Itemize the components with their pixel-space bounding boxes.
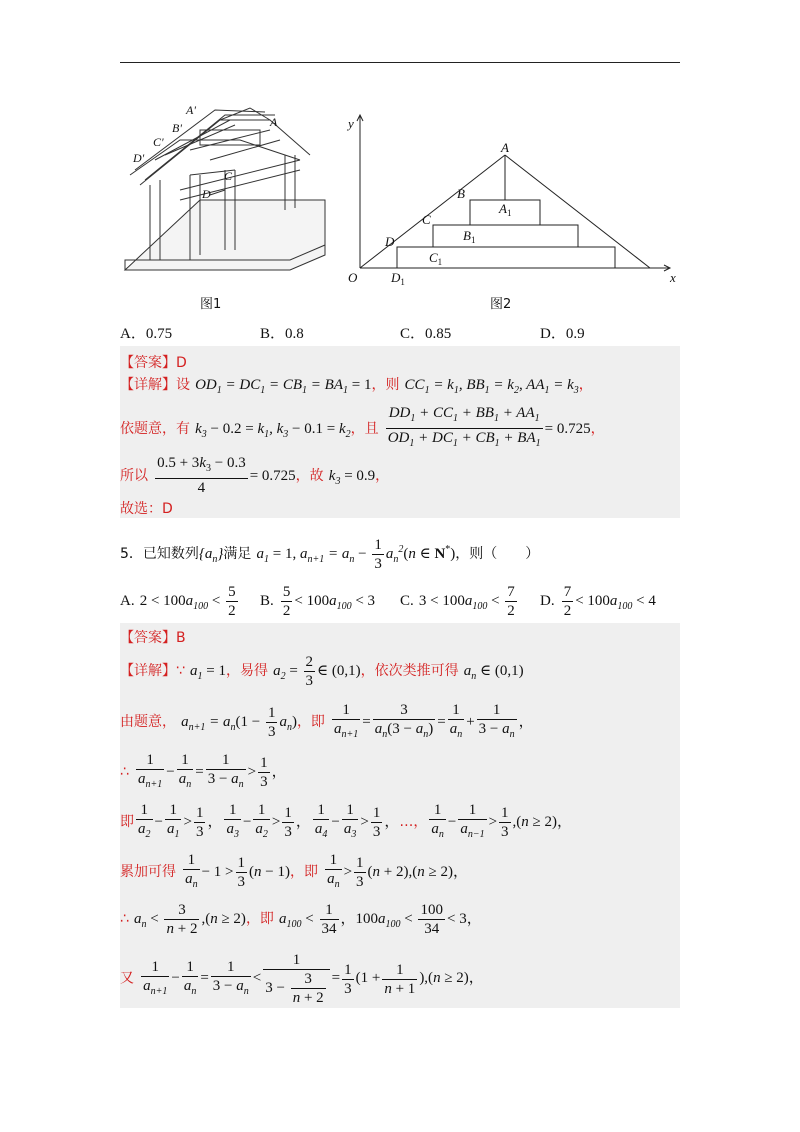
q5-option-d-letter: D. [540, 592, 555, 609]
q4-word-ze: ，则 [371, 377, 400, 393]
q5-word-ji2: 即 [120, 813, 134, 830]
fig2-label-o: O [348, 270, 358, 285]
q5-answer-panel [120, 623, 680, 1008]
figure1-caption: 图1 [200, 297, 222, 312]
q4-option-c[interactable]: C．0.85 [400, 326, 452, 342]
q4-comma-2: ， [590, 421, 605, 437]
q5-option-c[interactable]: C. $3 < 100a_{100}$ < $\frac{7}{2}$ [400, 584, 515, 619]
fig1-label-b-prime: B' [172, 121, 182, 135]
q4-word-suoyi: 所以 [120, 468, 148, 484]
q4-word-yitiyi: 依题意，有 [120, 421, 190, 437]
fig1-label-d: D [202, 187, 211, 201]
q4-word-gu: ，故 [295, 468, 324, 484]
q5-stem-post: ，则（ ） [455, 545, 540, 562]
q5-because-symbol: ∵ [176, 662, 185, 679]
q5-option-c-letter: C. [400, 592, 414, 609]
q5-option-b-letter: B. [260, 592, 274, 609]
figure2-coordinate-diagram [345, 110, 685, 290]
q4-k-symbol: k [328, 468, 336, 484]
q5-detail-line5: 累加可得 $\frac{1}{a_n}$ − 1 > $\frac{1}{3}$ (n − 1)，即 $\frac{1}{a_n}$ > $\frac{1}{3}$ (n + 2),(n ≥ 2)， [120, 852, 468, 890]
fig2-label-b1: $B_1$ [463, 228, 476, 245]
q5-stem-pre: 5．已知数列 [120, 545, 199, 562]
fig2-label-d: D [385, 234, 395, 249]
q5-therefore-symbol-2: ∴ [120, 910, 129, 927]
q4-result: 故选：D [120, 501, 173, 517]
q4-condition-line: 依题意，有 $k_3 - 0.2 = k_1$, $k_3 - 0.1 = k_2$，且 $\frac{DD_1 + CC_1 + BB_1 + AA_1}{OD_1 + DC_1 + CB_1 + BA_1}$ = 0.725， [120, 405, 605, 449]
fig1-label-c-prime: C' [153, 135, 164, 149]
fig2-label-c1: $C_1$ [429, 250, 443, 267]
figure2-caption: 图2 [490, 297, 512, 312]
q4-word-she: 设 [176, 377, 190, 393]
q5-word-ji3: ，即 [289, 863, 318, 880]
fig1-label-d-prime: D' [133, 151, 145, 165]
q5-word-ji: ，即 [296, 713, 325, 730]
q5-word-yide: ，易得 [225, 662, 268, 679]
q5-detail-line1: 【详解】∵ $a_1 = 1$，易得 $a_2$ = $\frac{2}{3}$ ∈ (0,1)，依次类推可得 $a_n$ ∈ (0,1) [120, 654, 524, 689]
q5-option-a-letter: A. [120, 592, 135, 609]
q5-stem-mid: 满足 [223, 545, 252, 562]
q5-word-yici: ，依次类推可得 [360, 662, 459, 679]
q5-detail-line6: ∴ $a_n$ < $\frac{3}{n + 2}$ ,(n ≥ 2)，即 $a_{100}$ < $\frac{1}{34}$ ，$100a_{100}$ < $\frac{100}{34}$ < 3， [120, 902, 482, 937]
q5-detail-line3: ∴ $\frac{1}{a_{n+1}}$ − $\frac{1}{a_n}$ = $\frac{1}{3 - a_n}$ > $\frac{1}{3}$ ， [120, 752, 287, 790]
fig2-label-c: C [422, 212, 431, 227]
fig2-label-y: y [348, 116, 354, 131]
q5-option-b[interactable]: B. $\frac{5}{2}$ < $100a_{100} < 3$ [260, 584, 376, 619]
fig2-label-x: x [670, 270, 676, 285]
q4-answer-panel [120, 346, 680, 518]
q5-word-ji4: ，即 [245, 910, 274, 927]
q5-word-leijia: 累加可得 [120, 863, 176, 880]
q4-eq-value: = 0.725 [249, 468, 296, 484]
q5-dots: …， [399, 813, 428, 830]
q4-detail-tag: 【详解】 [120, 377, 176, 393]
q5-detail-line2: 由题意， $a_{n+1} = a_n(1$ − $\frac{1}{3}$ $a_n$)，即 $\frac{1}{a_{n+1}}$ = $\frac{3}{a_n(3 - a_n)}$ = $\frac{1}{a_n}$ + $\frac{1}{3 - a_n}$ ， [120, 702, 534, 740]
fig1-label-a-prime: A' [186, 103, 196, 117]
q5-therefore-symbol: ∴ [120, 763, 129, 780]
q5-word-youtiyi: 由题意， [120, 713, 176, 730]
q4-answer-tag: 【答案】D [120, 355, 187, 371]
q4-option-b[interactable]: B．0.8 [260, 326, 304, 342]
q4-comma-3: ， [375, 468, 390, 484]
q4-detail-line: 【详解】设 $OD_1 = DC_1 = CB_1 = BA_1 = 1$，则 $CC_1 = k_1$, $BB_1 = k_2$, $AA_1 = k_3$， [120, 377, 593, 396]
q5-option-d[interactable]: D. $\frac{7}{2}$ < $100a_{100} < 4$ [540, 584, 656, 619]
q4-ratio-value: = 0.725 [544, 421, 591, 437]
q4-word-qie: ，且 [350, 421, 379, 437]
q5-stem: 5．已知数列$\{a_n\}$满足 $a_1 = 1$, $a_{n+1} = a_n$ − $\frac{1}{3}$ $a_n^2(n$ ∈ N*)，则（ ） [120, 537, 540, 572]
header-rule [120, 62, 680, 63]
q4-option-a[interactable]: A．0.75 [120, 326, 173, 342]
figure1-building-sketch [120, 100, 330, 280]
q5-detail-line4: 即 $\frac{1}{a_2}$ − $\frac{1}{a_1}$ > $\frac{1}{3}$ ， $\frac{1}{a_3}$ − $\frac{1}{a_2}$ > $\frac{1}{3}$ ， $\frac{1}{a_4}$ − $\frac{1}{a_3}$ > $\frac{1}{3}$ ，…， $\frac{1}{a_n}$ − $\frac{1}{a_{n-1}}$ > $\frac{1}{3}$ ,(n ≥ 2)， [120, 802, 573, 840]
fig2-label-a1: $A_1$ [499, 201, 512, 218]
fig1-label-c: C [224, 169, 233, 183]
q5-detail-line7: 又 $\frac{1}{a_{n+1}}$ − $\frac{1}{a_n}$ = $\frac{1}{3 - a_n}$ < 1 3 − $\frac{3}{n + 2}$ = $\frac{1}{3}$ (1 + $\frac{1}{n + 1}$ ),(n ≥ 2)， [120, 952, 484, 1006]
q4-comma: ， [578, 377, 593, 393]
q5-detail-tag: 【详解】 [120, 662, 176, 679]
q4-conclusion-line: 所以 $\frac{0.5 + 3k_3 - 0.3}{4}$ = 0.725，故 $k_3 = 0.9$， [120, 455, 390, 496]
fig2-label-b: B [457, 186, 465, 201]
q5-answer-tag: 【答案】B [120, 630, 186, 646]
q5-word-you: 又 [120, 970, 134, 987]
fig2-label-d1: $D_1$ [391, 270, 405, 287]
fig1-label-a: A [270, 115, 278, 129]
q5-option-a[interactable]: A. $2 < 100a_{100}$ < $\frac{5}{2}$ [120, 584, 236, 619]
q4-option-d[interactable]: D．0.9 [540, 326, 585, 342]
fig2-label-a: A [501, 140, 509, 155]
